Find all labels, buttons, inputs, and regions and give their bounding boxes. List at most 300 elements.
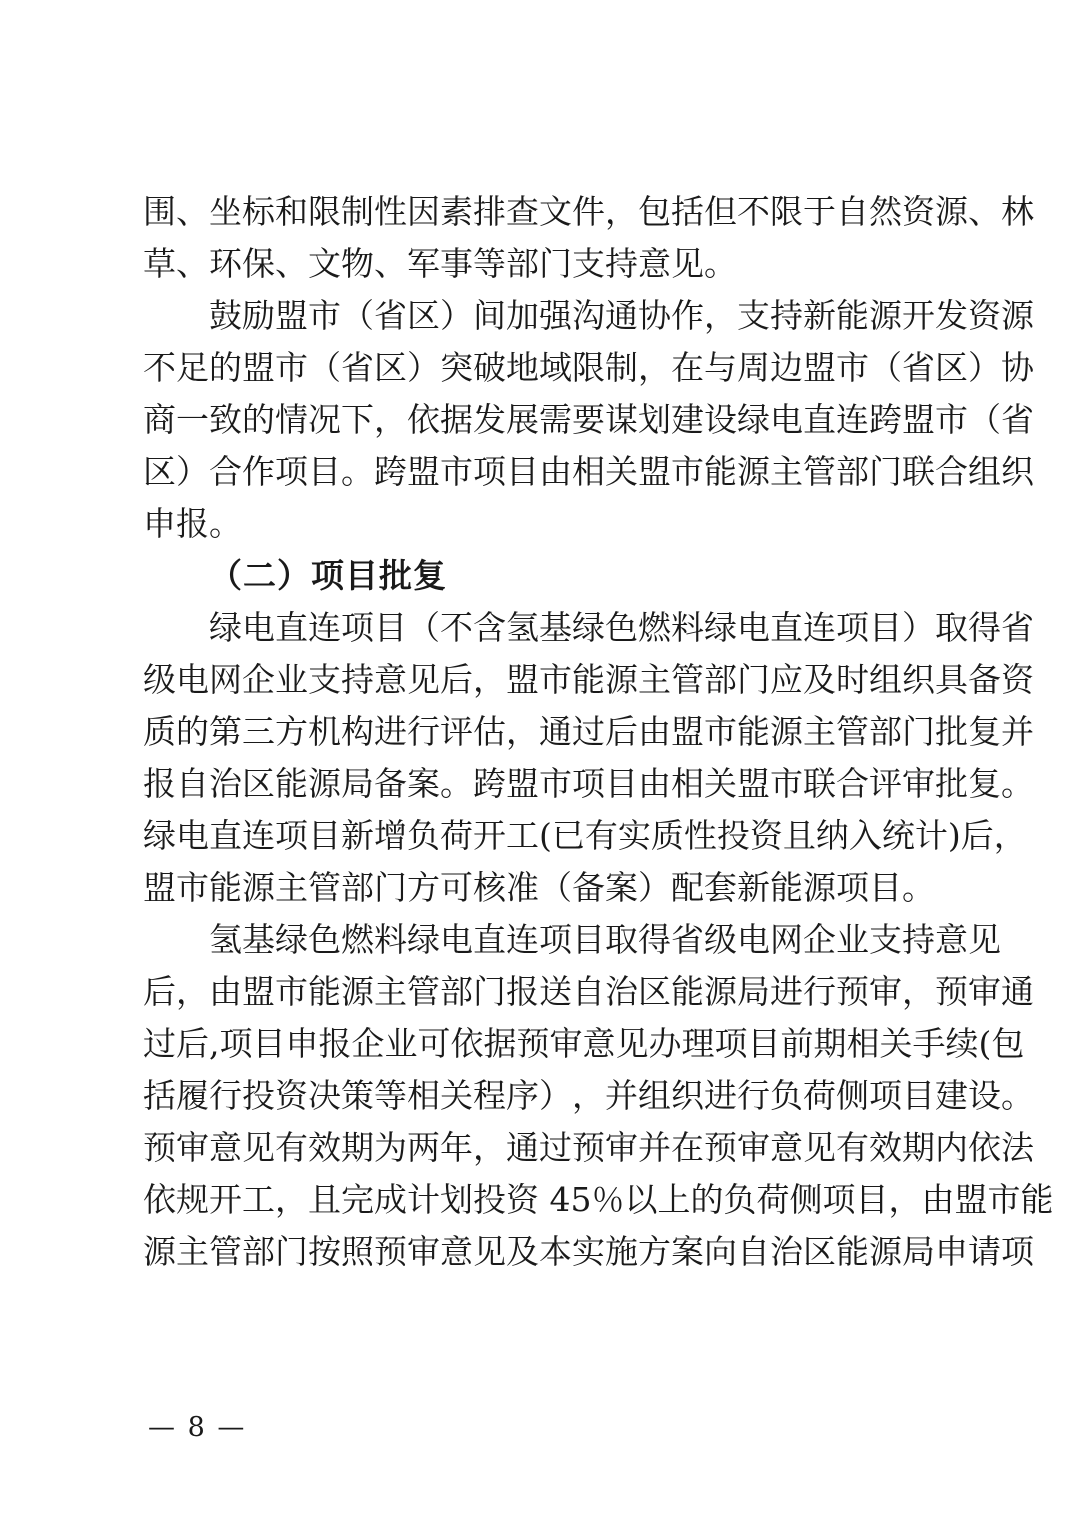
- glyph: ）: [902, 608, 935, 647]
- paragraph-line: [143, 602, 1034, 654]
- glyph: 设: [968, 1076, 1001, 1115]
- glyph: 氢: [209, 920, 242, 959]
- glyph: 协: [638, 296, 671, 335]
- glyph: 鼓: [209, 296, 242, 335]
- glyph: 区: [374, 348, 407, 387]
- glyph: （: [341, 296, 374, 335]
- glyph: ％: [591, 1180, 625, 1219]
- glyph: 内: [935, 1128, 968, 1167]
- glyph: 组: [638, 1076, 671, 1115]
- glyph: 。: [341, 452, 374, 491]
- glyph: 实: [617, 816, 651, 855]
- glyph: 包: [638, 192, 671, 231]
- glyph: 后: [605, 712, 638, 751]
- body-paragraph: [143, 290, 1034, 550]
- glyph: ，: [473, 660, 506, 699]
- glyph: 电: [242, 608, 275, 647]
- glyph: 后: [960, 816, 994, 855]
- glyph: 在: [671, 1128, 704, 1167]
- glyph: 省: [341, 348, 374, 387]
- glyph: 见: [803, 1128, 836, 1167]
- glyph: 管: [836, 712, 869, 751]
- glyph: 省: [374, 296, 407, 335]
- glyph: 开: [473, 816, 506, 855]
- glyph: 级: [704, 920, 737, 959]
- glyph: 的: [209, 348, 242, 387]
- glyph: 由: [638, 764, 671, 803]
- glyph: 能: [275, 764, 308, 803]
- glyph: 励: [242, 296, 275, 335]
- section-heading: [143, 550, 939, 602]
- glyph: 能: [671, 972, 704, 1011]
- glyph: 能: [572, 660, 605, 699]
- glyph: 业: [836, 920, 869, 959]
- glyph: 期: [813, 1024, 847, 1063]
- glyph: ）: [176, 452, 209, 491]
- glyph: 由: [539, 452, 572, 491]
- glyph: 市: [704, 712, 737, 751]
- glyph: 得: [638, 920, 671, 959]
- glyph: 源: [737, 452, 770, 491]
- glyph: 报: [506, 972, 539, 1011]
- glyph: 限: [308, 192, 341, 231]
- glyph: 目: [747, 1024, 781, 1063]
- glyph: 荷: [756, 1180, 790, 1219]
- glyph: 坐: [209, 192, 242, 231]
- glyph: 目: [605, 764, 638, 803]
- glyph: 电: [770, 400, 803, 439]
- glyph: 有: [836, 1128, 869, 1167]
- paragraph-indent: [143, 914, 209, 966]
- paragraph-line: [143, 498, 939, 550]
- glyph: 管: [803, 452, 836, 491]
- glyph: 项: [539, 920, 572, 959]
- glyph: 机: [308, 712, 341, 751]
- glyph: 请: [968, 1232, 1001, 1271]
- glyph: 和: [275, 192, 308, 231]
- glyph: 进: [770, 972, 803, 1011]
- glyph: 理: [681, 1024, 715, 1063]
- glyph: 项: [822, 1180, 856, 1219]
- glyph: 通: [605, 296, 638, 335]
- glyph: 联: [803, 764, 836, 803]
- glyph: 组: [968, 452, 1001, 491]
- glyph: 部: [440, 972, 473, 1011]
- glyph: 连: [836, 400, 869, 439]
- glyph: 的: [690, 1180, 724, 1219]
- glyph: 项: [869, 1076, 902, 1115]
- glyph: 。: [1001, 764, 1034, 803]
- glyph: 局: [737, 972, 770, 1011]
- glyph: 区: [935, 348, 968, 387]
- glyph: 跨: [374, 452, 407, 491]
- glyph: 成: [374, 1180, 407, 1219]
- glyph: 实: [572, 1232, 605, 1271]
- glyph: 林: [1001, 192, 1034, 231]
- glyph: 两: [407, 1128, 440, 1167]
- glyph: 管: [209, 1232, 242, 1271]
- body-paragraph: [143, 602, 1034, 914]
- glyph: 案: [407, 764, 440, 803]
- glyph: 联: [902, 452, 935, 491]
- paragraph-line: [143, 1174, 1054, 1226]
- glyph: 自: [176, 764, 209, 803]
- line-text: 申报。: [143, 504, 242, 543]
- glyph: 商: [143, 400, 176, 439]
- glyph: 申: [935, 1232, 968, 1271]
- body-paragraph: [143, 186, 1034, 290]
- paragraph-line: [143, 394, 1034, 446]
- line-text: （二）项目批复: [209, 556, 447, 595]
- glyph: 期: [341, 1128, 374, 1167]
- glyph: ): [947, 816, 961, 855]
- glyph: 门: [473, 972, 506, 1011]
- glyph: 因: [407, 192, 440, 231]
- glyph: 盟: [275, 296, 308, 335]
- glyph: 意: [374, 660, 407, 699]
- glyph: 治: [770, 1232, 803, 1271]
- glyph: 市: [987, 1180, 1021, 1219]
- glyph: 项: [275, 452, 308, 491]
- glyph: 盟: [242, 972, 275, 1011]
- glyph: 预: [572, 1128, 605, 1167]
- glyph: 盟: [242, 348, 275, 387]
- glyph: 本: [539, 1232, 572, 1271]
- glyph: 由: [638, 712, 671, 751]
- glyph: 进: [704, 1076, 737, 1115]
- glyph: 基: [539, 608, 572, 647]
- glyph: 备: [374, 764, 407, 803]
- glyph: 设: [704, 400, 737, 439]
- glyph: 下: [341, 400, 374, 439]
- body-paragraph: [143, 914, 1054, 1278]
- glyph: 见: [473, 1232, 506, 1271]
- glyph: 不: [440, 608, 473, 647]
- glyph: 审: [968, 972, 1001, 1011]
- glyph: 自: [572, 972, 605, 1011]
- glyph: 素: [440, 192, 473, 231]
- glyph: 决: [308, 1076, 341, 1115]
- glyph: 市: [539, 764, 572, 803]
- glyph: 且: [782, 816, 816, 855]
- glyph: 但: [704, 192, 737, 231]
- glyph: 盟: [902, 400, 935, 439]
- glyph: 续: [945, 1024, 979, 1063]
- glyph: 源: [605, 660, 638, 699]
- glyph: 报: [143, 764, 176, 803]
- glyph: 文: [539, 192, 572, 231]
- glyph: 统: [881, 816, 915, 855]
- glyph: 与: [704, 348, 737, 387]
- glyph: （: [869, 348, 902, 387]
- glyph: 报: [318, 1024, 352, 1063]
- glyph: 绿: [209, 608, 242, 647]
- glyph: 案: [671, 1232, 704, 1271]
- glyph: 加: [506, 296, 539, 335]
- paragraph-line: [143, 186, 1034, 238]
- glyph: （: [407, 608, 440, 647]
- glyph: 盟: [638, 452, 671, 491]
- glyph: ，: [572, 1076, 605, 1115]
- glyph: 市: [440, 452, 473, 491]
- glyph: 绿: [704, 608, 737, 647]
- glyph: 照: [341, 1232, 374, 1271]
- glyph: 市: [770, 764, 803, 803]
- glyph: 织: [1001, 452, 1034, 491]
- glyph: 料: [671, 608, 704, 647]
- glyph: 完: [341, 1180, 374, 1219]
- glyph: 主: [176, 1232, 209, 1271]
- glyph: 含: [473, 608, 506, 647]
- glyph: 自: [836, 192, 869, 231]
- glyph: 审: [176, 1128, 209, 1167]
- glyph: 源: [869, 1232, 902, 1271]
- glyph: 区: [803, 1232, 836, 1271]
- glyph: 资: [749, 816, 783, 855]
- glyph: 取: [935, 608, 968, 647]
- glyph: 审: [902, 764, 935, 803]
- glyph: 据: [440, 400, 473, 439]
- glyph: 审: [407, 1232, 440, 1271]
- glyph: 增: [374, 816, 407, 855]
- glyph: 过: [572, 712, 605, 751]
- glyph: ）: [968, 348, 1001, 387]
- glyph: 关: [605, 452, 638, 491]
- glyph: 关: [704, 764, 737, 803]
- glyph: 见: [242, 1128, 275, 1167]
- glyph: 已: [551, 816, 585, 855]
- glyph: 并: [638, 1128, 671, 1167]
- glyph: 审: [605, 1128, 638, 1167]
- glyph: 局: [902, 1232, 935, 1271]
- glyph: 复: [968, 764, 1001, 803]
- glyph: 预: [836, 972, 869, 1011]
- glyph: 源: [935, 192, 968, 231]
- glyph: 资: [902, 192, 935, 231]
- glyph: 应: [770, 660, 803, 699]
- glyph: 划: [440, 1180, 473, 1219]
- glyph: 目: [869, 608, 902, 647]
- glyph: 通: [1001, 972, 1034, 1011]
- glyph: 盟: [506, 764, 539, 803]
- glyph: 省: [1001, 608, 1034, 647]
- glyph: 织: [902, 660, 935, 699]
- glyph: 侧: [789, 1180, 823, 1219]
- glyph: 电: [737, 920, 770, 959]
- glyph: 意: [582, 1024, 616, 1063]
- glyph: (: [978, 1024, 992, 1063]
- glyph: 质: [143, 712, 176, 751]
- glyph: 源: [308, 764, 341, 803]
- glyph: 预: [704, 1128, 737, 1167]
- glyph: 源: [341, 972, 374, 1011]
- glyph: 主: [803, 712, 836, 751]
- glyph: 门: [902, 712, 935, 751]
- glyph: 持: [341, 660, 374, 699]
- glyph: 盟: [954, 1180, 988, 1219]
- glyph: 见: [968, 920, 1001, 959]
- glyph: 目: [902, 1076, 935, 1115]
- glyph: 管: [407, 972, 440, 1011]
- paragraph-indent: [143, 602, 209, 654]
- glyph: 前: [780, 1024, 814, 1063]
- glyph: 评: [440, 712, 473, 751]
- glyph: 制: [605, 348, 638, 387]
- glyph: 行: [209, 1076, 242, 1115]
- document-text-column: [143, 186, 1054, 1278]
- glyph: 办: [648, 1024, 682, 1063]
- glyph: 自: [737, 1232, 770, 1271]
- glyph: 项: [341, 608, 374, 647]
- glyph: 新: [803, 296, 836, 335]
- glyph: 评: [869, 764, 902, 803]
- glyph: 项: [219, 1024, 253, 1063]
- glyph: 进: [374, 712, 407, 751]
- glyph: 由: [209, 972, 242, 1011]
- glyph: 关: [440, 1076, 473, 1115]
- glyph: 盟: [671, 712, 704, 751]
- glyph: 边: [770, 348, 803, 387]
- glyph: 目: [308, 816, 341, 855]
- glyph: 括: [143, 1076, 176, 1115]
- glyph: 强: [539, 296, 572, 335]
- glyph: 能: [836, 1232, 869, 1271]
- glyph: 门: [869, 452, 902, 491]
- glyph: 足: [176, 348, 209, 387]
- glyph: 周: [737, 348, 770, 387]
- glyph: 不: [737, 192, 770, 231]
- glyph: 的: [176, 712, 209, 751]
- paragraph-line: [143, 342, 1034, 394]
- glyph: 绿: [143, 816, 176, 855]
- glyph: 纳: [815, 816, 849, 855]
- glyph: 直: [803, 400, 836, 439]
- glyph: 限: [572, 348, 605, 387]
- glyph: 排: [473, 192, 506, 231]
- glyph: 行: [737, 1076, 770, 1115]
- glyph: ，: [605, 192, 638, 231]
- glyph: 部: [869, 712, 902, 751]
- glyph: 过: [539, 1128, 572, 1167]
- glyph: 估: [473, 712, 506, 751]
- glyph: 投: [242, 1076, 275, 1115]
- glyph: 直: [275, 608, 308, 647]
- glyph: 工: [506, 816, 539, 855]
- glyph: 第: [209, 712, 242, 751]
- glyph: 意: [770, 1128, 803, 1167]
- glyph: 市: [836, 348, 869, 387]
- glyph: 在: [671, 348, 704, 387]
- glyph: 预: [935, 972, 968, 1011]
- glyph: 5: [570, 1180, 592, 1219]
- glyph: 据: [483, 1024, 517, 1063]
- glyph: ，: [275, 1180, 308, 1219]
- glyph: 相: [846, 1024, 880, 1063]
- glyph: 持: [902, 920, 935, 959]
- glyph: ，: [506, 712, 539, 751]
- glyph: 施: [605, 1232, 638, 1271]
- glyph: 组: [869, 660, 902, 699]
- glyph: 能: [704, 452, 737, 491]
- glyph: 市: [539, 660, 572, 699]
- glyph: 区: [242, 764, 275, 803]
- glyph: 审: [549, 1024, 583, 1063]
- glyph: 基: [242, 920, 275, 959]
- glyph: 发: [935, 296, 968, 335]
- glyph: ，: [176, 972, 209, 1011]
- glyph: 况: [308, 400, 341, 439]
- glyph: 预: [143, 1128, 176, 1167]
- glyph: 荷: [440, 816, 473, 855]
- glyph: 企: [242, 660, 275, 699]
- heading-line: [143, 550, 939, 602]
- glyph: 项: [473, 452, 506, 491]
- glyph: 项: [572, 764, 605, 803]
- glyph: 电: [440, 920, 473, 959]
- glyph: 织: [671, 1076, 704, 1115]
- glyph: 管: [671, 660, 704, 699]
- glyph: 标: [242, 192, 275, 231]
- glyph: 开: [902, 296, 935, 335]
- glyph: 程: [473, 1076, 506, 1115]
- glyph: 治: [209, 764, 242, 803]
- glyph: 向: [704, 1232, 737, 1271]
- paragraph-line: [143, 290, 1034, 342]
- glyph: 目: [572, 920, 605, 959]
- glyph: 绿: [572, 608, 605, 647]
- glyph: 电: [176, 660, 209, 699]
- glyph: 谋: [605, 400, 638, 439]
- glyph: 新: [341, 816, 374, 855]
- glyph: 能: [836, 296, 869, 335]
- glyph: 连: [803, 608, 836, 647]
- glyph: 意: [440, 1232, 473, 1271]
- glyph: 策: [341, 1076, 374, 1115]
- glyph: 性: [683, 816, 717, 855]
- glyph: 有: [584, 816, 618, 855]
- glyph: 部: [836, 452, 869, 491]
- paragraph-line: [143, 238, 939, 290]
- glyph: 负: [723, 1180, 757, 1219]
- paragraph-line: [143, 654, 1034, 706]
- glyph: 支: [737, 296, 770, 335]
- glyph: 查: [506, 192, 539, 231]
- glyph: 目: [252, 1024, 286, 1063]
- glyph: 行: [407, 712, 440, 751]
- glyph: 发: [473, 400, 506, 439]
- glyph: 然: [869, 192, 902, 231]
- glyph: 区: [143, 452, 176, 491]
- glyph: 治: [605, 972, 638, 1011]
- glyph: 以: [624, 1180, 658, 1219]
- glyph: 色: [605, 608, 638, 647]
- glyph: 合: [935, 452, 968, 491]
- glyph: 方: [275, 712, 308, 751]
- glyph: ，: [473, 1128, 506, 1167]
- glyph: 入: [848, 816, 882, 855]
- glyph: 级: [143, 660, 176, 699]
- glyph: 并: [1001, 712, 1034, 751]
- paragraph-line: [143, 706, 1034, 758]
- glyph: 关: [879, 1024, 913, 1063]
- glyph: 需: [539, 400, 572, 439]
- glyph: 作: [242, 452, 275, 491]
- glyph: 目: [308, 452, 341, 491]
- glyph: 源: [770, 712, 803, 751]
- glyph: 主: [638, 660, 671, 699]
- glyph: 间: [473, 296, 506, 335]
- glyph: 、: [968, 192, 1001, 231]
